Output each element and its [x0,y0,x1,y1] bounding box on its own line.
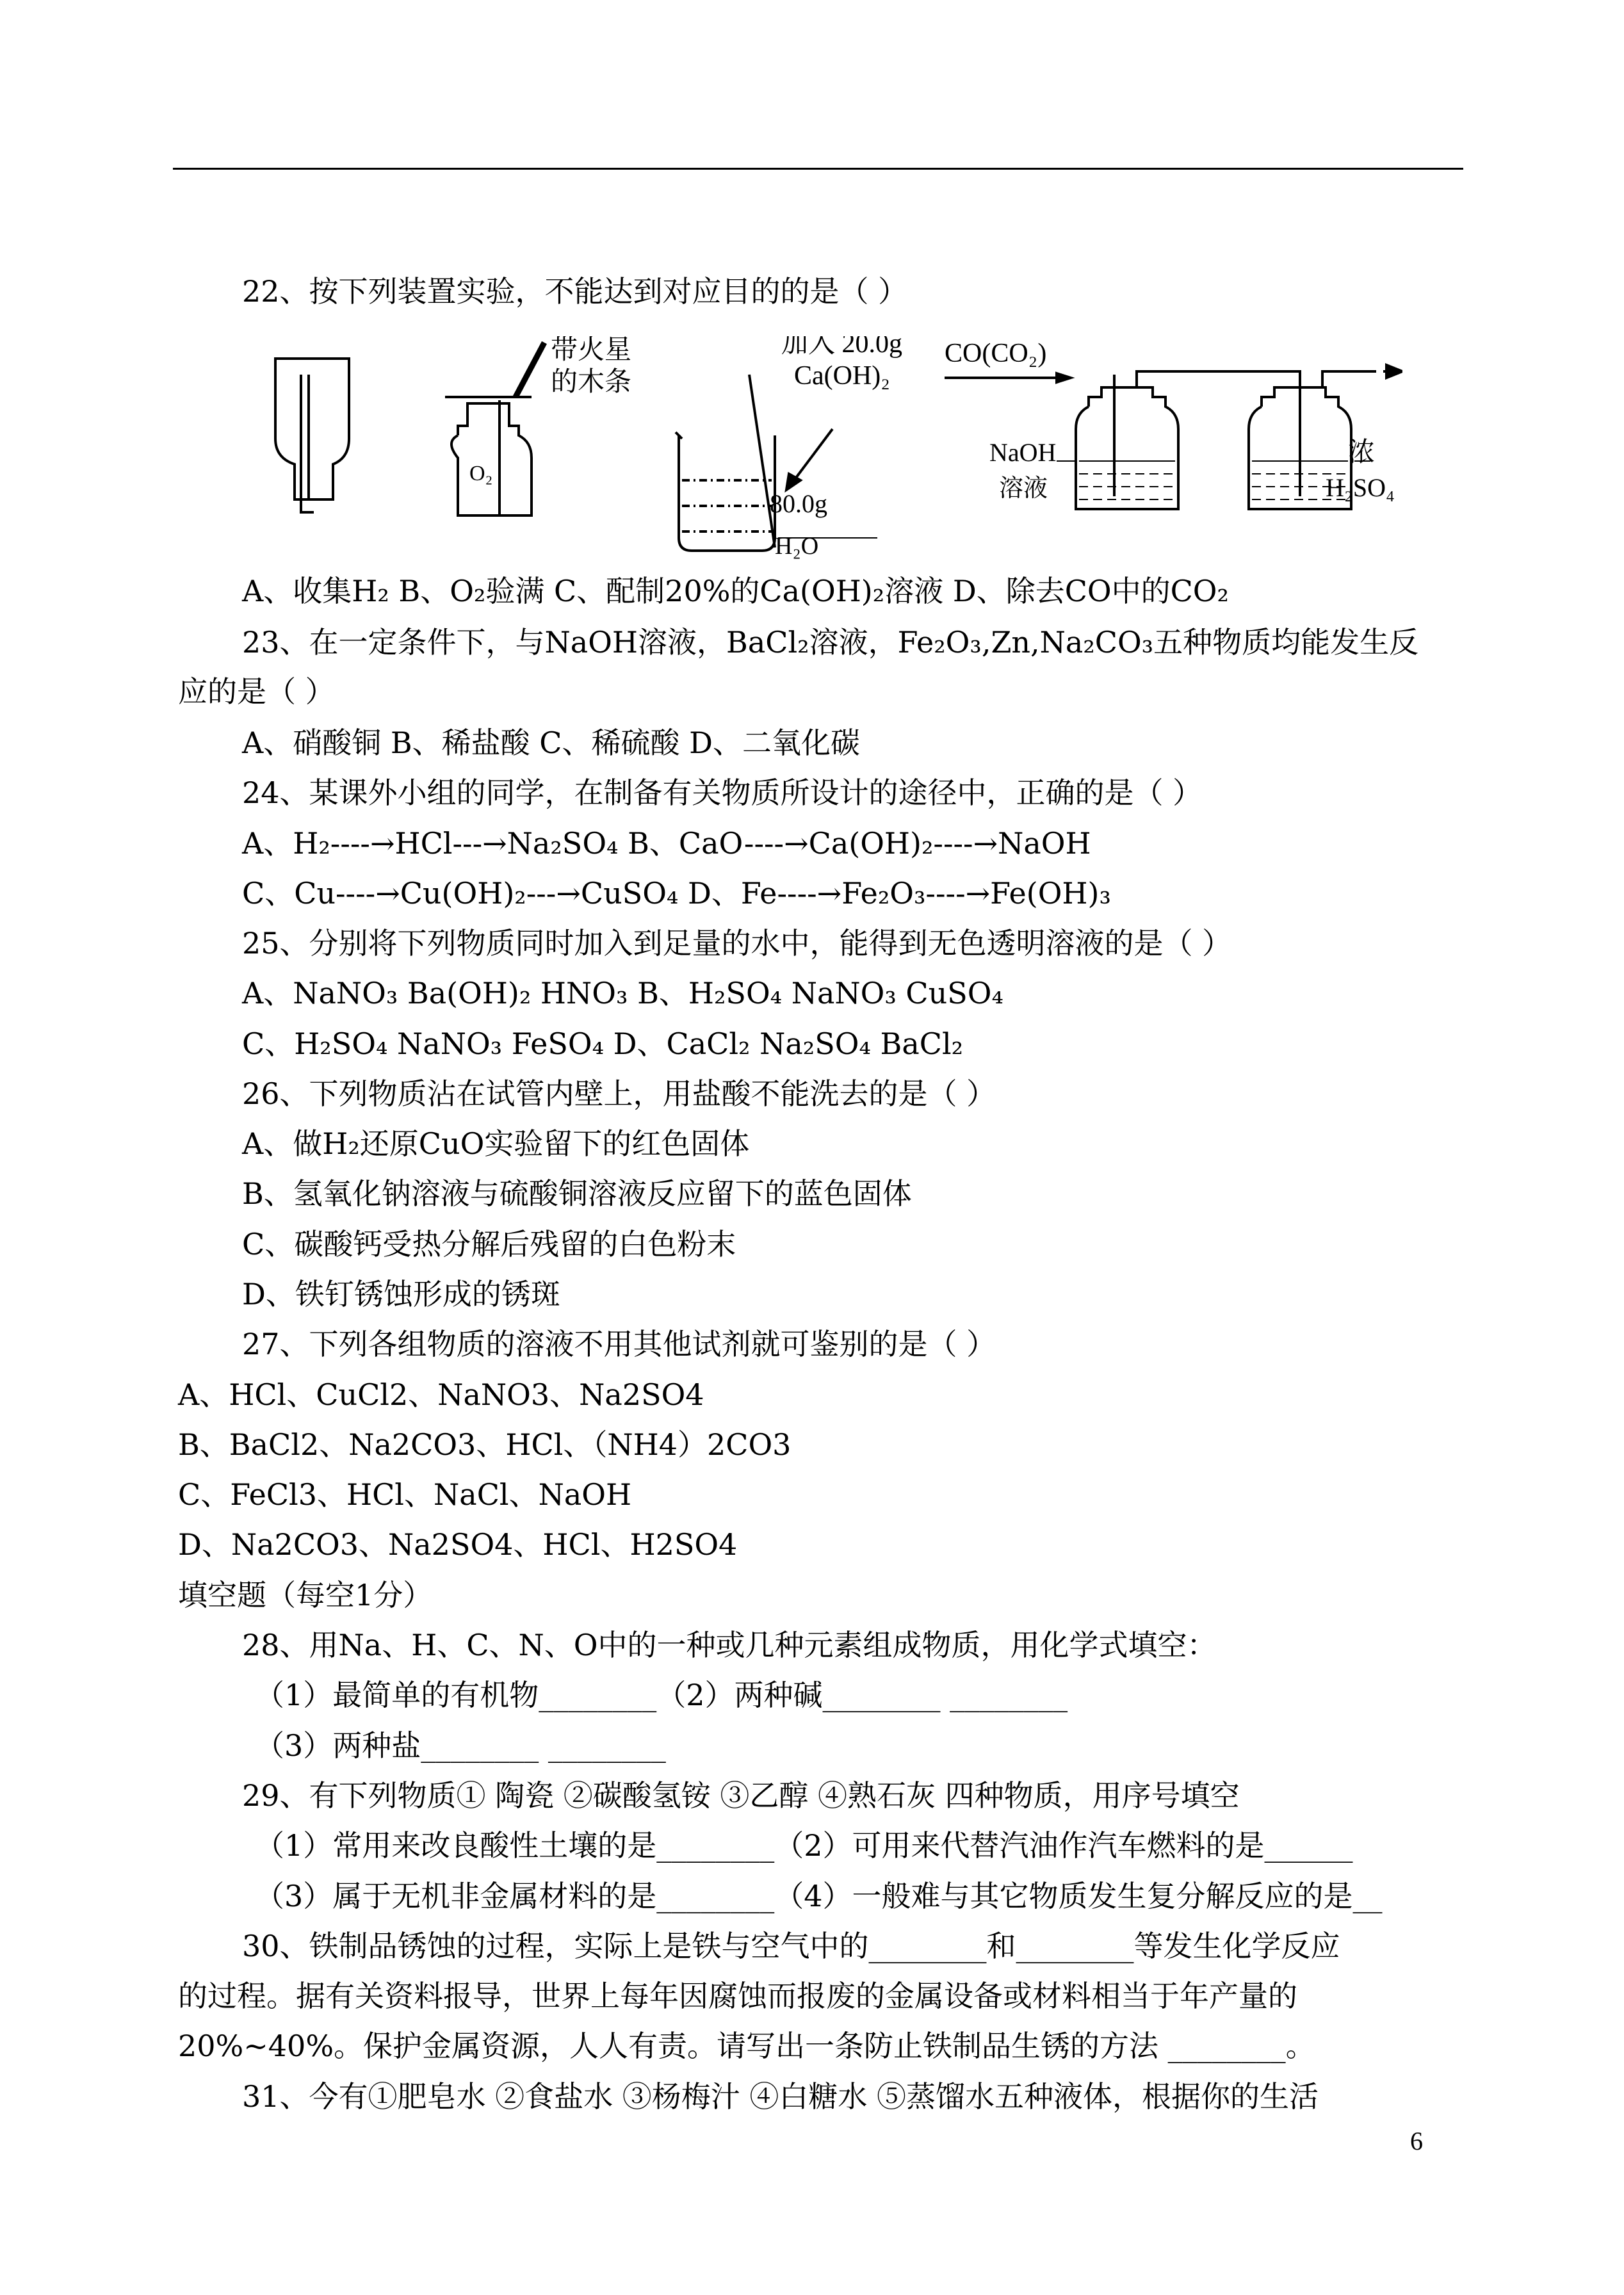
apparatus-a-collect-h2 [275,359,349,512]
q25-stem: 25、分别将下列物质同时加入到足量的水中，能得到无色透明溶液的是（ ） [242,926,1232,961]
q22-stem: 22、按下列装置实验，不能达到对应目的的是（ ） [242,274,908,309]
q24-stem: 24、某课外小组的同学，在制备有关物质所设计的途径中，正确的是（ ） [242,775,1203,810]
q23-stem-2: 应的是（ ） [178,674,335,709]
b-splint-label-1: 带火星 [551,336,632,365]
q26-option-c: C、碳酸钙受热分解后残留的白色粉末 [242,1227,736,1261]
q26-option-d: D、铁钉锈蚀形成的锈斑 [242,1277,560,1311]
c-water-label-1: 80.0g [770,489,827,518]
page-number: 6 [1410,2127,1423,2155]
q27-option-b: B、BaCl2、Na2CO3、HCl、（NH4）2CO3 [178,1427,792,1462]
q22-options: A、收集H₂ B、O₂验满 C、配制20%的Ca(OH)₂溶液 D、除去CO中的CO₂ [242,574,1229,608]
q27-option-c: C、FeCl3、HCl、NaCl、NaOH [178,1477,632,1512]
d-gas-label: CO(CO₂) [945,339,1047,368]
d-acid-label-2: H₂SO₄ [1326,473,1395,502]
q25-options-ab: A、NaNO₃ Ba(OH)₂ HNO₃ B、H₂SO₄ NaNO₃ CuSO₄ [242,976,1003,1010]
d-acid-label-1: 浓 [1348,438,1376,467]
q23-stem-1: 23、在一定条件下，与NaOH溶液，BaCl₂溶液，Fe₂O₃,Zn,Na₂CO₃五种物质均能发生反 [242,625,1419,660]
q27-option-d: D、Na2CO3、Na2SO4、HCl、H2SO4 [178,1527,738,1562]
q28-part-1-2: （1）最简单的有机物________（2）两种碱________ ________ [255,1678,1068,1712]
q31-stem: 31、今有①肥皂水 ②食盐水 ③杨梅汁 ④白糖水 ⑤蒸馏水五种液体，根据你的生活 [242,2079,1319,2114]
section-fill-in: 填空题（每空1分） [178,1578,433,1612]
apparatus-figure [263,336,1402,564]
d-naoh-label-2: 溶液 [999,475,1048,502]
d-naoh-label-1: NaOH [989,438,1057,467]
q28-part-3: （3）两种盐________ ________ [255,1728,666,1763]
apparatus-b-o2-check [445,336,631,515]
b-o2-label: O₂ [469,462,493,485]
q27-option-a: A、HCl、CuCl2、NaNO3、Na2SO4 [178,1377,704,1412]
apparatus-d-wash-bottles [945,339,1402,509]
c-add-label-2: Ca(OH)₂ [794,361,890,391]
apparatus-c-beaker [676,336,902,560]
q27-stem: 27、下列各组物质的溶液不用其他试剂就可鉴别的是（ ） [242,1327,996,1361]
q28-stem: 28、用Na、H、C、N、O中的一种或几种元素组成物质，用化学式填空： [242,1628,1217,1662]
q30-stem-2: 的过程。据有关资料报导，世界上每年因腐蚀而报废的金属设备或材料相当于年产量的 [178,1979,1297,2013]
q26-stem: 26、下列物质沾在试管内壁上，用盐酸不能洗去的是（ ） [242,1076,996,1111]
q26-option-b: B、氢氧化钠溶液与硫酸铜溶液反应留下的蓝色固体 [242,1176,912,1211]
q23-options: A、硝酸铜 B、稀盐酸 C、稀硫酸 D、二氧化碳 [242,726,860,760]
q24-options-ab: A、H₂----→HCl---→Na₂SO₄ B、CaO----→Ca(OH)₂----→NaOH [242,826,1091,861]
q29-part-3-4: （3）属于无机非金属材料的是________（4）一般难与其它物质发生复分解反应的是__ [255,1879,1383,1913]
q30-stem-3: 20%~40%。保护金属资源，人人有责。请写出一条防止铁制品生锈的方法 ________。 [178,2029,1315,2063]
c-water-label-2: H₂O [775,533,819,560]
b-splint-label-2: 的木条 [551,368,632,397]
q29-stem: 29、有下列物质① 陶瓷 ②碳酸氢铵 ③乙醇 ④熟石灰 四种物质，用序号填空 [242,1778,1240,1813]
q30-stem-1: 30、铁制品锈蚀的过程，实际上是铁与空气中的________和________等发生化学反应 [242,1929,1340,1963]
q24-options-cd: C、Cu----→Cu(OH)₂---→CuSO₄ D、Fe----→Fe₂O₃----→Fe(OH)₃ [242,876,1111,911]
q26-option-a: A、做H₂还原CuO实验留下的红色固体 [242,1126,750,1161]
q25-options-cd: C、H₂SO₄ NaNO₃ FeSO₄ D、CaCl₂ Na₂SO₄ BaCl₂ [242,1026,964,1061]
header-rule [173,168,1463,170]
q29-part-1-2: （1）常用来改良酸性土壤的是________（2）可用来代替汽油作汽车燃料的是______ [255,1828,1353,1863]
c-add-label-1: 加入 20.0g [781,336,903,359]
